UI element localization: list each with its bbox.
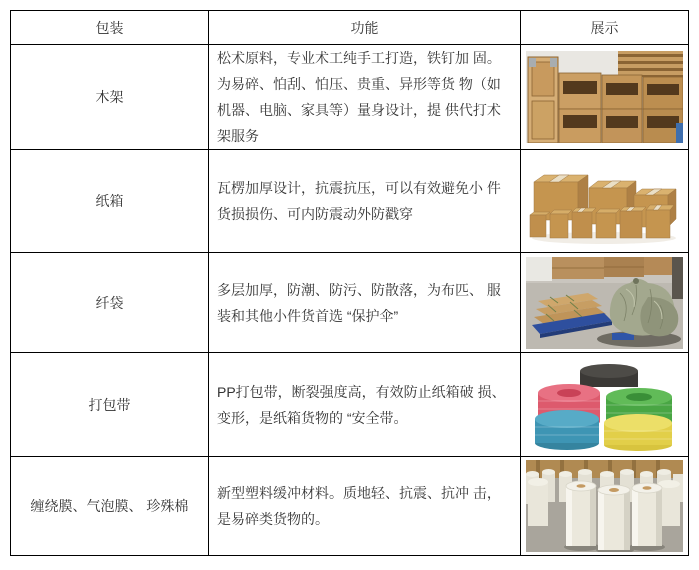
woven-bags-photo	[526, 257, 683, 349]
table-row	[11, 253, 689, 353]
strapping-rolls-photo	[526, 359, 683, 451]
function-cell: 瓦楞加厚设计，抗震抗压，可以有效避免小 件货损损伤、可内防震动外防戳穿	[209, 150, 521, 253]
wooden-crates-photo	[526, 51, 683, 143]
cardboard-boxes-photo	[526, 155, 683, 247]
function-cell: 松术原料，专业术工纯手工打造，铁钉加 固。为易碎、怕刮、怕压、贵重、异形等货 物（如机器、电脑、家具等）量身设计，提 供代打术架服务	[209, 45, 521, 150]
function-cell: PP打包带，断裂强度高，有效防止纸箱破 损、变形，是纸箱货物的 “安全带。	[209, 353, 521, 457]
photo-cell	[521, 45, 689, 150]
header-display: 展示	[521, 11, 689, 45]
table-row	[11, 353, 689, 457]
packaging-cell: 打包带	[11, 353, 209, 457]
packaging-cell: 纸箱	[11, 150, 209, 253]
packaging-table-sheet	[10, 10, 689, 556]
table-row	[11, 45, 689, 150]
packaging-cell: 缠绕膜、气泡膜、 珍殊棉	[11, 457, 209, 556]
packaging-cell: 木架	[11, 45, 209, 150]
header-packaging: 包装	[11, 11, 209, 45]
photo-cell	[521, 353, 689, 457]
function-cell: 多层加厚，防潮、防污、防散落，为布匹、 服装和其他小件货首选 “保护伞”	[209, 253, 521, 353]
packaging-cell: 纤袋	[11, 253, 209, 353]
header-row	[11, 11, 689, 45]
table-row	[11, 150, 689, 253]
table-row	[11, 457, 689, 556]
photo-cell	[521, 150, 689, 253]
stretch-film-rolls-photo	[526, 460, 683, 552]
photo-cell	[521, 253, 689, 353]
function-cell: 新型塑料缓冲材料。质地轻、抗震、抗冲 击，是易碎类货物的。	[209, 457, 521, 556]
photo-cell	[521, 457, 689, 556]
packaging-table	[10, 10, 689, 556]
header-function: 功能	[209, 11, 521, 45]
